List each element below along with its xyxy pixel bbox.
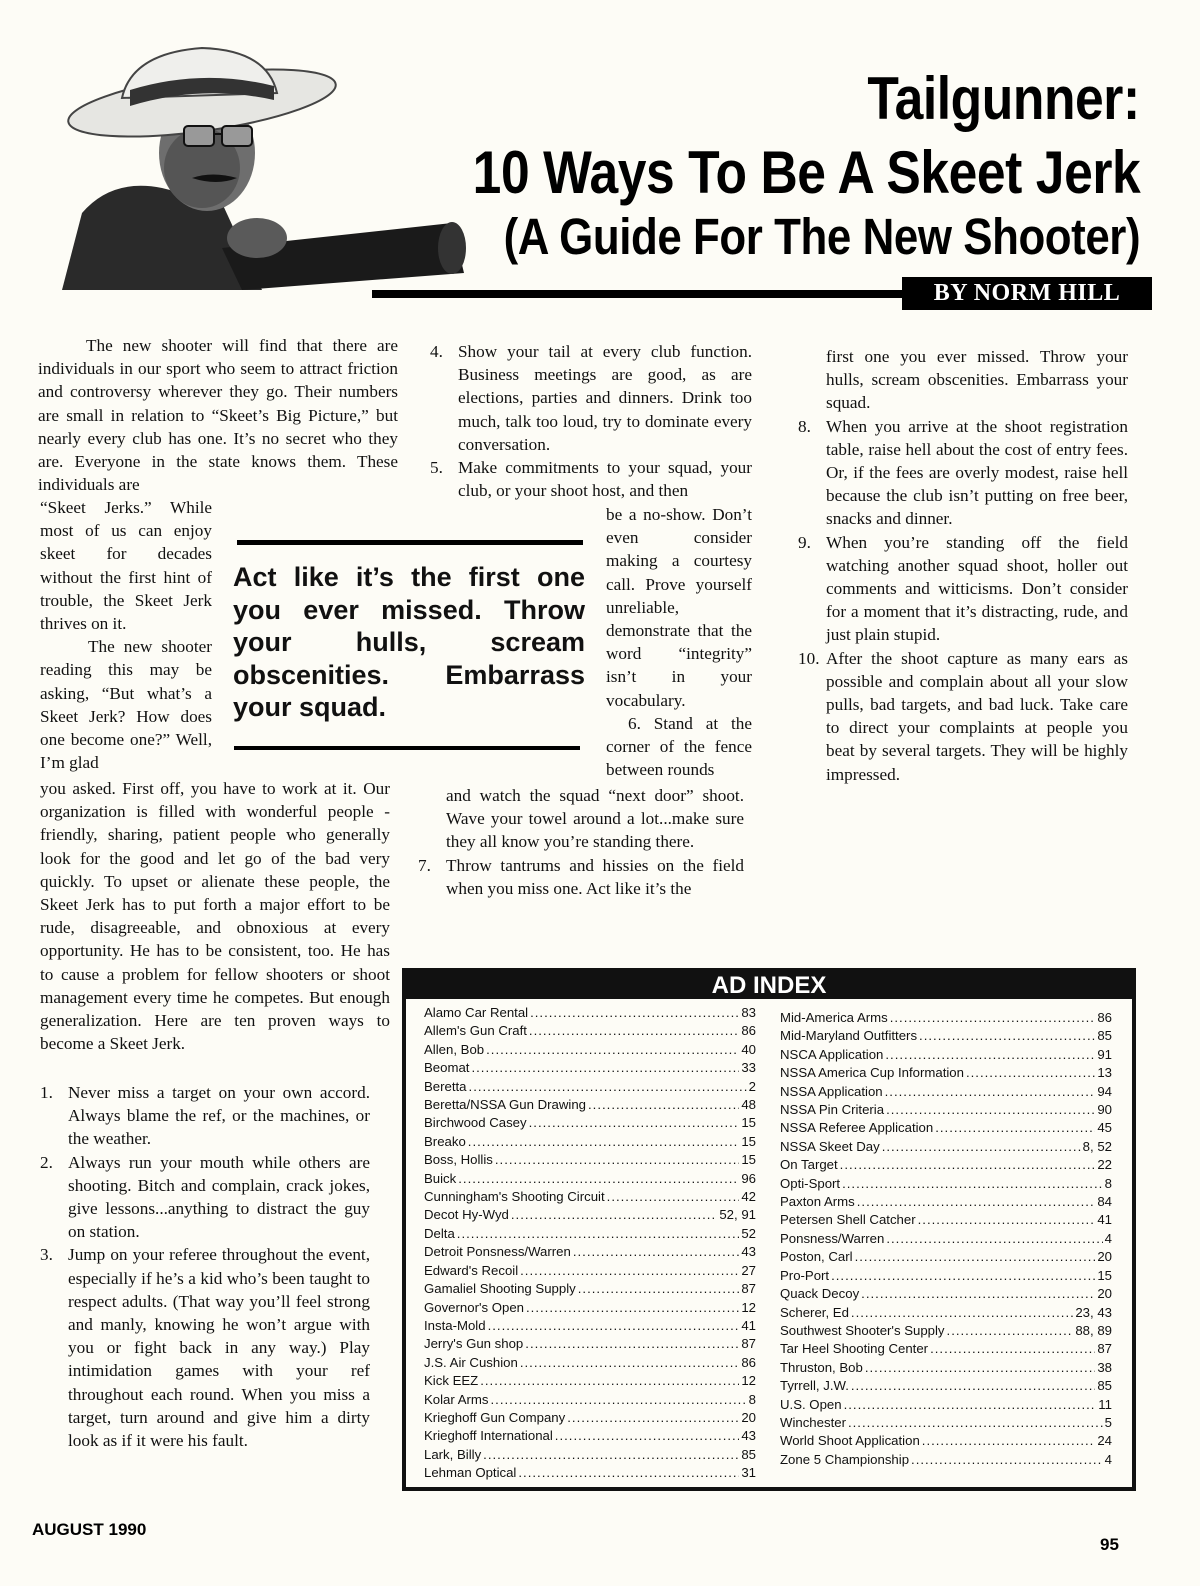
advertiser-name: NSCA Application	[780, 1046, 884, 1062]
advertiser-name: Krieghoff International	[424, 1428, 553, 1444]
ad-page-number: 85	[1097, 1378, 1112, 1394]
ad-index-row	[424, 1114, 756, 1132]
leader-dots	[555, 1427, 740, 1445]
leader-dots	[886, 1230, 1102, 1248]
leader-dots	[886, 1101, 1095, 1119]
ad-page-number: 8, 52	[1082, 1138, 1112, 1154]
ad-page-number: 48	[741, 1097, 756, 1113]
ad-index-row	[780, 1138, 1112, 1156]
leader-dots	[567, 1409, 739, 1427]
ad-index-row	[780, 1322, 1112, 1340]
leader-dots	[919, 1027, 1095, 1045]
leader-dots	[471, 1059, 739, 1077]
ad-index-row	[780, 1285, 1112, 1303]
advertiser-name: Governor's Open	[424, 1299, 525, 1315]
list-text-cont: first one you ever missed. Throw your hulls, scream obscenities. Embarrass your squad.	[826, 347, 1128, 413]
ad-page-number: 85	[1097, 1028, 1112, 1044]
leader-dots	[890, 1009, 1096, 1027]
leader-dots	[573, 1243, 740, 1261]
leader-dots	[851, 1304, 1073, 1322]
intro-paragraph-cont: you asked. First off, you have to work at it. Our organization is filled with wonderful people - friendly, sharing, patient people who generally look for the good and let go of the bad very quickly. To upset or alienate these people, the Skeet Jerk has to put forth a major effort to be rude, disagreeable, and obnoxious at every opportunity. He has to be consistent, too. He has to cause a problem for fellow shooters or shoot management every time he competes. But enough generalization. Here are ten proven ways to become a Skeet Jerk.	[40, 779, 390, 1054]
pullquote-rule-top	[237, 540, 583, 545]
leader-dots	[491, 1391, 747, 1409]
ad-index-row	[780, 1046, 1112, 1064]
ad-index-row	[424, 1096, 756, 1114]
ad-page-number: 91	[1097, 1046, 1112, 1062]
ad-index-row	[780, 1377, 1112, 1395]
ad-page-number: 12	[741, 1299, 756, 1315]
ad-page-number: 15	[1097, 1267, 1112, 1283]
advertiser-name: NSSA Referee Application	[780, 1120, 934, 1136]
leader-dots	[865, 1359, 1095, 1377]
list-number: 9.	[798, 532, 811, 552]
leader-dots	[831, 1267, 1095, 1285]
ad-page-number: 23, 43	[1075, 1304, 1112, 1320]
list-text: Make commitments to your squad, your club, or your shoot host, and then	[458, 458, 752, 501]
ad-page-number: 87	[741, 1336, 756, 1352]
list-text: Jump on your referee throughout the event, especially if he’s a kid who’s been taught to respect adults. (That way you’ll feel strong and manly, knowing he won’t argue with you or fight back in any way.) Play intimidation games with your ref throughout each round. When you miss a target, turn around and give him a dirty look as if it were his fault.	[68, 1245, 370, 1451]
list-number: 2.	[40, 1152, 53, 1172]
ad-index-row	[424, 1464, 756, 1482]
list-text-cont: and watch the squad “next door” shoot. Wave your towel around a lot...make sure they all know you’re standing there.	[446, 786, 744, 852]
ad-index-row	[780, 1359, 1112, 1377]
ad-page-number: 94	[1097, 1083, 1112, 1099]
ad-page-number: 20	[1097, 1249, 1112, 1265]
list-text: When you arrive at the shoot registration table, raise hell about the cost of entry fees. Or, if the fees are overly modest, raise hell because the club isn’t putting on free beer, snacks and dinner.	[826, 416, 1128, 529]
advertiser-name: Mid-America Arms	[780, 1010, 888, 1025]
leader-dots	[529, 1114, 740, 1132]
column-1-list	[40, 1081, 370, 1452]
leader-dots	[458, 1170, 739, 1188]
column-1-top	[38, 334, 398, 496]
advertiser-name: Birchwood Casey	[424, 1115, 527, 1131]
ad-page-number: 86	[741, 1023, 756, 1039]
advertiser-name: Allen, Bob	[424, 1041, 485, 1057]
list-number: 1.	[40, 1083, 53, 1102]
advertiser-name: Ponsness/Warren	[780, 1230, 885, 1246]
ad-index-row	[424, 1243, 756, 1261]
ad-index-row	[424, 1206, 756, 1224]
advertiser-name: Boss, Hollis	[424, 1152, 493, 1168]
advertiser-name: Jerry's Gun shop	[424, 1336, 524, 1352]
advertiser-name: Beretta/NSSA Gun Drawing	[424, 1097, 586, 1113]
leader-dots	[495, 1151, 739, 1169]
ad-index-row	[780, 1156, 1112, 1174]
column-2-bottom	[418, 784, 744, 900]
advertiser-name: Detroit Ponsness/Warren	[424, 1244, 571, 1260]
column-1-narrow	[40, 496, 212, 774]
advertiser-name: Southwest Shooter's Supply	[780, 1322, 945, 1338]
advertiser-name: Winchester	[780, 1414, 846, 1430]
advertiser-name: Petersen Shell Catcher	[780, 1212, 916, 1228]
ad-index-row	[780, 1119, 1112, 1137]
advertiser-name: Beomat	[424, 1060, 470, 1076]
ad-index-right-column	[780, 1009, 1112, 1469]
ad-page-number: 2	[748, 1078, 756, 1094]
ad-index-row	[780, 1248, 1112, 1266]
ad-page-number: 83	[741, 1005, 756, 1020]
leader-dots	[529, 1022, 739, 1040]
leader-dots	[457, 1225, 740, 1243]
ad-index-row	[780, 1193, 1112, 1211]
ad-index-row	[424, 1225, 756, 1243]
leader-dots	[935, 1119, 1095, 1137]
leader-dots	[947, 1322, 1074, 1340]
intro-paragraph-2: The new shooter reading this may be asking, “But what’s a Skeet Jerk? How does one become one?” Well, I’m glad	[40, 637, 212, 773]
ad-index-row	[424, 1078, 756, 1096]
ad-index-row	[780, 1027, 1112, 1045]
leader-dots	[607, 1188, 740, 1206]
leader-dots	[588, 1096, 739, 1114]
ad-page-number: 52	[741, 1225, 756, 1241]
ad-page-number: 4	[1104, 1230, 1112, 1246]
ad-index-row	[780, 1083, 1112, 1101]
list-item	[430, 456, 752, 502]
ad-page-number: 86	[1097, 1010, 1112, 1025]
ad-index-left-column	[424, 1004, 756, 1483]
list-text: When you’re standing off the field watching another squad shoot, holler out comments and witticisms. Don’t consider for a moment that it’s distracting, rude, and just plain stupid.	[826, 532, 1128, 645]
leader-dots	[468, 1133, 740, 1151]
ad-page-number: 22	[1097, 1157, 1112, 1173]
ad-index-row	[780, 1009, 1112, 1027]
list-number: 8.	[798, 416, 811, 436]
leader-dots	[857, 1193, 1096, 1211]
ad-index-row	[780, 1064, 1112, 1082]
ad-index-row	[424, 1262, 756, 1280]
ad-page-number: 4	[1104, 1451, 1112, 1467]
list-text: Throw tantrums and hissies on the field when you miss one. Act like it’s the	[446, 855, 744, 898]
ad-index-row	[424, 1317, 756, 1335]
ad-index-row	[424, 1299, 756, 1317]
advertiser-name: Decot Hy-Wyd	[424, 1207, 509, 1223]
advertiser-name: Thruston, Bob	[780, 1359, 863, 1375]
list-text: Always run your mouth while others are shooting. Bitch and complain, crack jokes, give lessons...anything to distract the guy on station.	[68, 1152, 370, 1242]
title-line-1: Tailgunner:	[867, 65, 1140, 132]
ad-page-number: 15	[741, 1152, 756, 1168]
ad-index-heading: AD INDEX	[406, 972, 1132, 999]
ad-page-number: 87	[1097, 1341, 1112, 1357]
ad-page-number: 85	[741, 1446, 756, 1462]
ad-page-number: 41	[1097, 1212, 1112, 1228]
list-item-6	[606, 712, 752, 782]
advertiser-name: Alamo Car Rental	[424, 1005, 529, 1020]
advertiser-name: Opti-Sport	[780, 1175, 841, 1191]
list-text: Show your tail at every club function. Business meetings are good, as are elections, parties and dinners. Drink too much, talk too loud, try to dominate every conversation.	[458, 342, 752, 454]
list-text: Stand at the corner of the fence between rounds	[606, 713, 752, 780]
leader-dots	[861, 1285, 1095, 1303]
leader-dots	[511, 1206, 717, 1224]
advertiser-name: U.S. Open	[780, 1396, 842, 1412]
advertiser-name: Delta	[424, 1225, 455, 1241]
leader-dots	[842, 1175, 1103, 1193]
leader-dots	[530, 1004, 739, 1022]
advertiser-name: Poston, Carl	[780, 1249, 853, 1265]
advertiser-name: On Target	[780, 1157, 838, 1173]
ad-page-number: 11	[1098, 1396, 1112, 1412]
column-1-bottom	[40, 777, 390, 1055]
ad-page-number: 33	[741, 1060, 756, 1076]
ad-index-box	[402, 968, 1136, 1491]
leader-dots	[483, 1446, 739, 1464]
advertiser-name: Kolar Arms	[424, 1391, 489, 1407]
leader-dots	[480, 1372, 739, 1390]
advertiser-name: NSSA Pin Criteria	[780, 1102, 885, 1118]
advertiser-name: Zone 5 Championship	[780, 1451, 910, 1467]
shooter-photo	[52, 28, 472, 290]
ad-page-number: 42	[741, 1189, 756, 1205]
leader-dots	[520, 1354, 740, 1372]
advertiser-name: J.S. Air Cushion	[424, 1354, 518, 1370]
advertiser-name: Lehman Optical	[424, 1465, 517, 1481]
ad-page-number: 20	[1097, 1286, 1112, 1302]
list-text-cont: be a no-show. Don’t even consider making a courtesy call. Prove yourself unreliable, demonstrate that the word “integrity” isn’t in your vocabulary.	[606, 505, 752, 710]
advertiser-name: Paxton Arms	[780, 1194, 855, 1210]
ad-page-number: 12	[741, 1373, 756, 1389]
advertiser-name: Gamaliel Shooting Supply	[424, 1281, 576, 1297]
ad-index-row	[424, 1280, 756, 1298]
advertiser-name: Pro-Port	[780, 1267, 830, 1283]
ad-index-row	[424, 1188, 756, 1206]
leader-dots	[520, 1262, 739, 1280]
advertiser-name: Quack Decoy	[780, 1286, 860, 1302]
list-text: Never miss a target on your own accord. Always blame the ref, or the machines, or the weather.	[68, 1083, 370, 1149]
ad-index-row	[424, 1354, 756, 1372]
leader-dots	[526, 1299, 739, 1317]
ad-index-row	[424, 1409, 756, 1427]
ad-page-number: 86	[741, 1354, 756, 1370]
advertiser-name: Insta-Mold	[424, 1317, 486, 1333]
list-number: 7.	[418, 855, 431, 875]
ad-page-number: 88, 89	[1075, 1322, 1112, 1338]
advertiser-name: Buick	[424, 1170, 457, 1186]
leader-dots	[855, 1248, 1096, 1266]
leader-dots	[844, 1396, 1097, 1414]
intro-paragraph-narrow: “Skeet Jerks.” While most of us can enjoy skeet for decades without the first hint of trouble, the Skeet Jerk thrives on it.	[40, 498, 212, 634]
leader-dots	[922, 1432, 1096, 1450]
leader-dots	[518, 1464, 739, 1482]
leader-dots	[911, 1451, 1103, 1469]
subtitle: (A Guide For The New Shooter)	[503, 208, 1140, 265]
footer-date: AUGUST 1990	[32, 1520, 147, 1539]
ad-page-number: 43	[741, 1428, 756, 1444]
ad-index-row	[424, 1170, 756, 1188]
intro-paragraph: The new shooter will find that there are individuals in our sport who seem to attract friction and controversy wherever they go. Their numbers are small in relation to “Skeet’s Big Picture,” but nearly every club has one. It’s no secret who they are. Everyone in the state knows them. These individuals are	[38, 336, 398, 495]
ad-index-row	[780, 1175, 1112, 1193]
list-item	[418, 854, 744, 900]
list-item	[40, 1243, 370, 1452]
ad-index-row	[780, 1340, 1112, 1358]
list-number: 10.	[798, 648, 820, 668]
ad-page-number: 8	[1104, 1175, 1112, 1191]
ad-page-number: 40	[741, 1041, 756, 1057]
list-text: After the shoot capture as many ears as possible and complain about all your slow pulls, bad targets, and bad luck. Take care to direct your complaints at people you beat by several targets. They will be highly impressed.	[826, 648, 1128, 784]
advertiser-name: World Shoot Application	[780, 1433, 920, 1449]
title-line-2: 10 Ways To Be A Skeet Jerk	[472, 139, 1140, 206]
advertiser-name: Edward's Recoil	[424, 1262, 519, 1278]
advertiser-name: Lark, Billy	[424, 1446, 482, 1462]
ad-index-row	[780, 1414, 1112, 1432]
list-number: 3.	[40, 1245, 53, 1265]
ad-index-row	[424, 1151, 756, 1169]
advertiser-name: Tar Heel Shooting Center	[780, 1341, 929, 1357]
ad-index-row	[424, 1391, 756, 1409]
list-item	[798, 415, 1128, 531]
advertiser-name: NSSA America Cup Information	[780, 1065, 964, 1081]
ad-page-number: 13	[1097, 1065, 1112, 1081]
ad-index-row	[424, 1041, 756, 1059]
leader-dots	[486, 1041, 739, 1059]
advertiser-name: NSSA Application	[780, 1083, 883, 1099]
ad-index-row	[424, 1372, 756, 1390]
ad-page-number: 24	[1097, 1433, 1112, 1449]
page-number: 95	[1100, 1535, 1119, 1554]
ad-index-row	[424, 1022, 756, 1040]
ad-index-row	[780, 1304, 1112, 1322]
ad-index-row	[780, 1101, 1112, 1119]
ad-index-row	[780, 1211, 1112, 1229]
advertiser-name: Cunningham's Shooting Circuit	[424, 1189, 605, 1205]
ad-page-number: 20	[741, 1409, 756, 1425]
leader-dots	[469, 1078, 747, 1096]
advertiser-name: Scherer, Ed	[780, 1304, 849, 1320]
leader-dots	[578, 1280, 740, 1298]
list-item	[798, 647, 1128, 786]
ad-page-number: 96	[741, 1170, 756, 1186]
ad-page-number: 45	[1097, 1120, 1112, 1136]
leader-dots	[848, 1414, 1103, 1432]
list-item	[430, 340, 752, 456]
ad-page-number: 15	[741, 1133, 756, 1149]
list-number: 5.	[430, 458, 443, 478]
ad-index-row	[424, 1004, 756, 1022]
advertiser-name: Krieghoff Gun Company	[424, 1409, 566, 1425]
ad-index-row	[780, 1396, 1112, 1414]
ad-index-row	[780, 1451, 1112, 1469]
ad-page-number: 43	[741, 1244, 756, 1260]
ad-index-row	[424, 1427, 756, 1445]
advertiser-name: Allem's Gun Craft	[424, 1023, 527, 1039]
leader-dots	[840, 1156, 1096, 1174]
leader-dots	[966, 1064, 1095, 1082]
ad-page-number: 84	[1097, 1194, 1112, 1210]
list-number: 6.	[628, 713, 641, 733]
ad-page-number: 87	[741, 1281, 756, 1297]
column-2-top	[430, 340, 752, 502]
ad-index-row	[780, 1432, 1112, 1450]
pullquote: Act like it’s the first one you ever missed. Throw your hulls, scream obscenities. Embarrass your squad.	[233, 562, 585, 722]
ad-index-row	[424, 1335, 756, 1353]
ad-page-number: 52, 91	[719, 1207, 756, 1223]
leader-dots	[851, 1377, 1095, 1395]
byline: BY NORM HILL	[902, 277, 1152, 310]
leader-dots	[918, 1211, 1096, 1229]
ad-page-number: 41	[741, 1317, 756, 1333]
ad-page-number: 8	[748, 1391, 756, 1407]
leader-dots	[488, 1317, 740, 1335]
advertiser-name: NSSA Skeet Day	[780, 1138, 880, 1154]
advertiser-name: Mid-Maryland Outfitters	[780, 1028, 918, 1044]
advertiser-name: Kick EEZ	[424, 1373, 479, 1389]
ad-page-number: 90	[1097, 1102, 1112, 1118]
leader-dots	[885, 1046, 1095, 1064]
ad-page-number: 15	[741, 1115, 756, 1131]
ad-index-row	[424, 1133, 756, 1151]
list-number: 4.	[430, 342, 443, 361]
column-2-narrow	[606, 503, 752, 781]
leader-dots	[525, 1335, 739, 1353]
ad-index-row	[780, 1230, 1112, 1248]
advertiser-name: Tyrrell, J.W.	[780, 1378, 849, 1394]
list-item	[40, 1081, 370, 1151]
advertiser-name: Beretta	[424, 1078, 467, 1094]
leader-dots	[930, 1340, 1095, 1358]
pullquote-rule-bottom	[234, 746, 580, 750]
advertiser-name: Breako	[424, 1133, 466, 1149]
ad-page-number: 27	[741, 1262, 756, 1278]
leader-dots	[882, 1138, 1081, 1156]
leader-dots	[885, 1083, 1096, 1101]
ad-index-row	[424, 1059, 756, 1077]
ad-index-row	[424, 1446, 756, 1464]
ad-page-number: 38	[1097, 1359, 1112, 1375]
column-3	[798, 345, 1128, 786]
ad-page-number: 5	[1104, 1414, 1112, 1430]
ad-page-number: 31	[741, 1465, 756, 1481]
list-item	[798, 531, 1128, 647]
ad-index-row	[780, 1267, 1112, 1285]
list-item	[40, 1151, 370, 1244]
